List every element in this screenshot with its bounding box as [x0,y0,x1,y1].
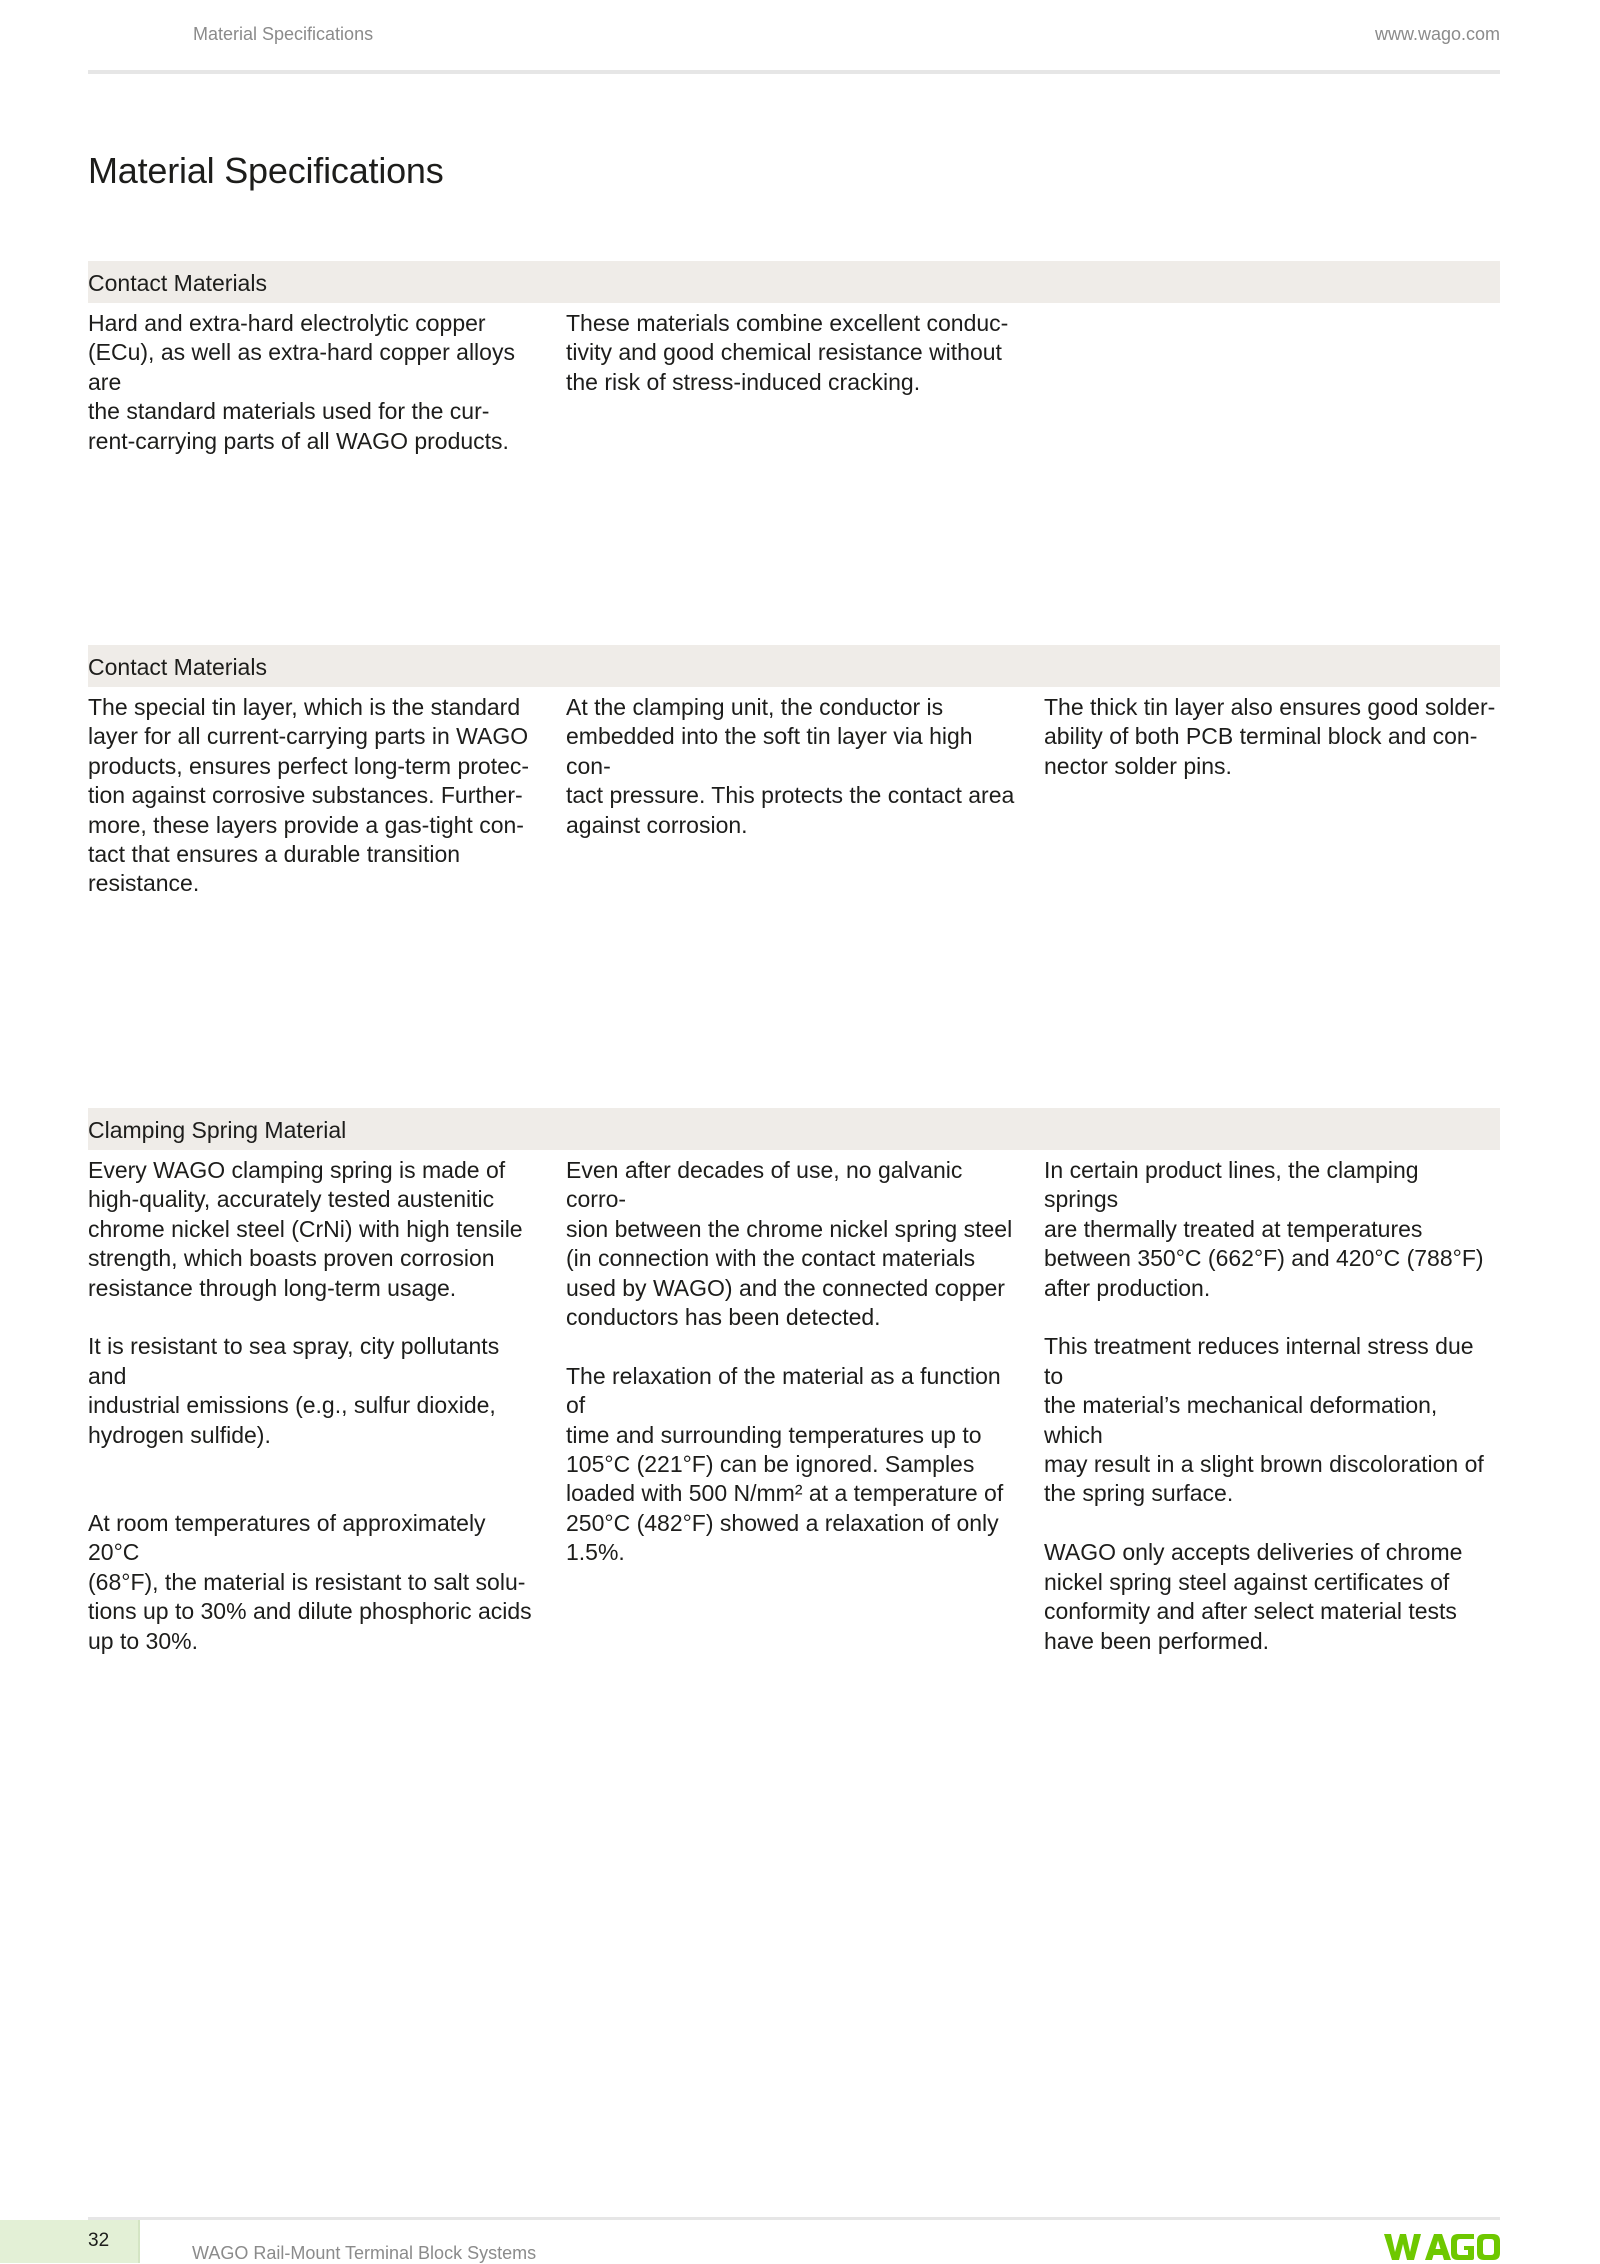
page-title: Material Specifications [88,150,444,191]
wago-logo-icon [1384,2231,1500,2263]
page-number-box [0,2220,140,2263]
text-column [88,693,543,899]
section-header-bar [88,645,1500,687]
paragraph: Hard and extra-hard electrolytic copper (ECu), as well as extra-hard copper alloys are the standard materials used for the cur- rent-carrying parts of all WAGO products. [88,310,515,454]
paragraph: In certain product lines, the clamping springs are thermally treated at temperatures between 350°C (662°F) and 420°C (788°F) after production. This treatment reduces internal stress due to the material’s mechanical deformation, which may result in a slight brown discoloration of the spring surface. WAGO only accepts deliveries of chrome nickel spring steel against certificates of conformity and after select material tests have been performed. [1044,1157,1484,1654]
text-column [566,693,1021,840]
header-url[interactable]: www.wago.com [1374,24,1500,44]
paragraph: Even after decades of use, no galvanic corro- sion between the chrome nickel spring steel (in connection with the contact materials used by WAGO) and the connected copper conductors has been detected. The relaxation of the material as a function of time and surrounding temperatures up to 105°C (221°F) can be ignored. Samples loaded with 500 N/mm² at a temperature of 250°C (482°F) showed a relaxation of only 1.5%. [566,1157,1013,1566]
text-column [1044,1156,1499,1656]
text-column [88,1156,543,1656]
section-heading: Contact Materials [88,270,267,296]
section-heading: Clamping Spring Material [88,1117,347,1143]
section-header-bar [88,261,1500,303]
paragraph: The thick tin layer also ensures good solder- ability of both PCB terminal block and con- nector solder pins. [1044,694,1496,779]
section-clamping-spring-material [88,1108,1500,1656]
paragraph: The special tin layer, which is the standard layer for all current-carrying parts in WAGO products, ensures perfect long-term protec- tion against corrosive substances. Further- more, these layers provide a gas-tight con- tact that ensures a durable transition resistance. [88,694,530,897]
section-header-bar [88,1108,1500,1150]
page-header [88,0,1500,74]
page-number: 32 [88,2230,110,2251]
text-column [566,1156,1021,1568]
text-column [566,309,1021,397]
footer-divider [88,2217,1500,2220]
paragraph: These materials combine excellent conduc- tivity and good chemical resistance without the risk of stress-induced cracking. [566,310,1009,395]
paragraph: Every WAGO clamping spring is made of high-quality, accurately tested austenitic chrome nickel steel (CrNi) with high tensile strength, which boasts proven corrosion resistance through long-term usage. It is resistant to sea spray, city pollutants and industrial emissions (e.g., sulfur dioxide, hydrogen sulfide). At room temperatures of approximately 20°C (68°F), the material is resistant to salt solu- tions up to 30% and dilute phosphoric acids up to 30%. [88,1157,532,1654]
header-title: Material Specifications [193,24,374,44]
text-column [1044,693,1499,781]
section-columns [88,1156,1500,1656]
paragraph: At the clamping unit, the conductor is embedded into the soft tin layer via high con- tact pressure. This protects the contact area against corrosion. [566,694,1015,838]
section-heading: Contact Materials [88,654,267,680]
text-column [88,309,543,456]
footer-text: WAGO Rail-Mount Terminal Block Systems [192,2243,537,2263]
